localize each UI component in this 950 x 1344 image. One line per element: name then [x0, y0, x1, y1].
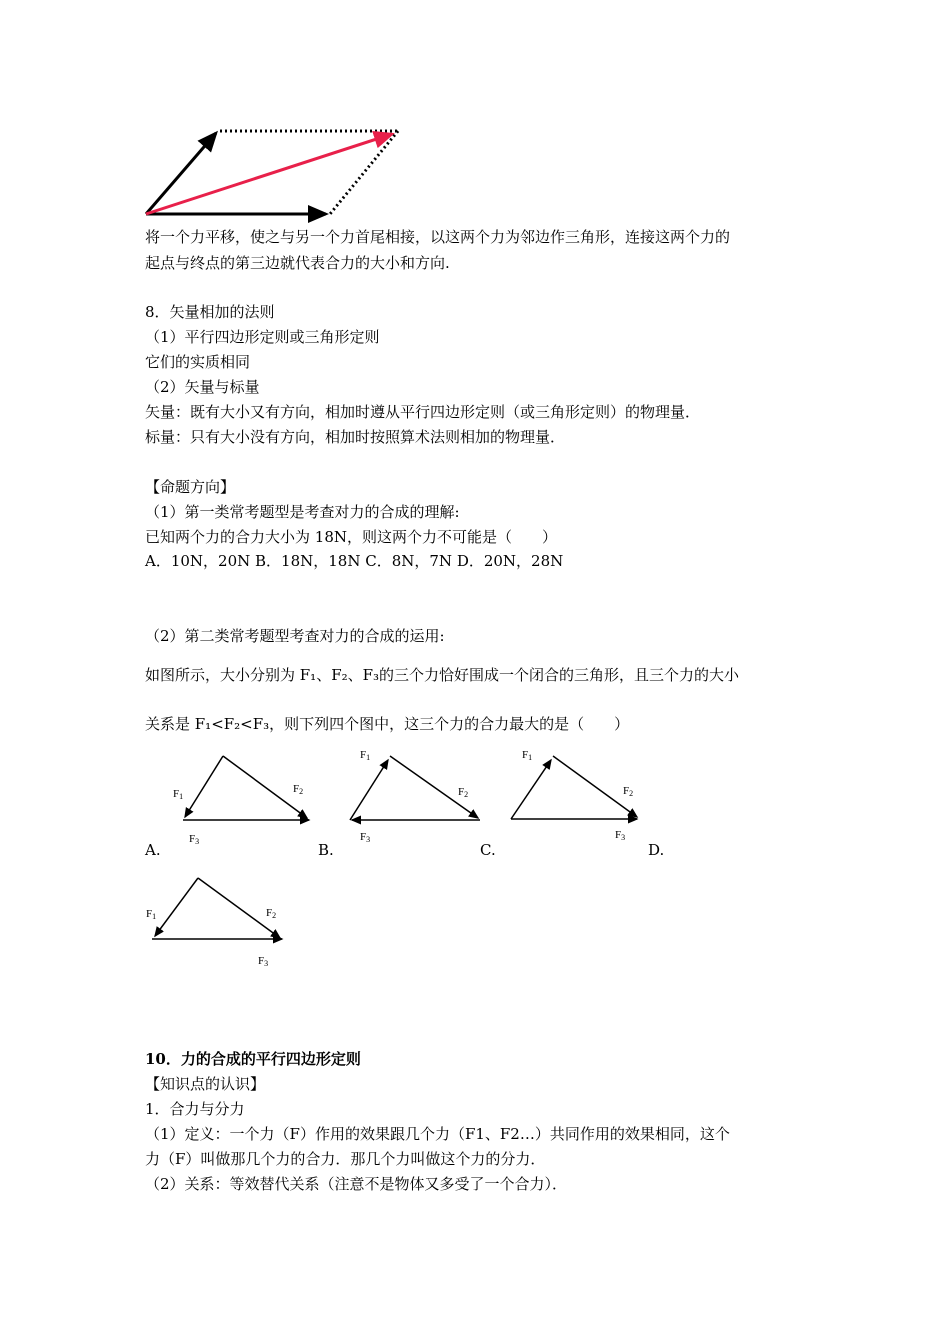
knowledge-heading: 【知识点的认识】 — [145, 1075, 266, 1093]
question-2-line-2: 关系是 F₁<F₂<F₃，则下列四个图中，这三个力的合力最大的是（ ） — [145, 715, 630, 733]
label-f1: F1 — [146, 908, 157, 921]
vector-definition: 矢量：既有大小又有方向，相加时遵从平行四边形定则（或三角形定则）的物理量． — [145, 403, 701, 421]
direction-heading: 【命题方向】 — [145, 478, 236, 496]
definition-line-1: （1）定义：一个力（F）作用的效果跟几个力（F1、F2…）共同作用的效果相同，这个 — [145, 1125, 730, 1143]
triangle-diagram-c — [505, 740, 665, 850]
question-1: 已知两个力的合力大小为 18N，则这两个力不可能是（ ） — [145, 528, 557, 546]
question-type-1: （1）第一类常考题型是考查对力的合成的理解: — [145, 503, 460, 521]
choice-a[interactable]: A. — [145, 841, 161, 859]
choice-b[interactable]: B. — [318, 841, 334, 859]
resultant-arrow — [146, 134, 392, 214]
label-f2: F2 — [623, 785, 634, 798]
section-8-item-1: （1）平行四边形定则或三角形定则 — [145, 328, 380, 346]
triangle-diagram-a — [165, 745, 325, 855]
label-f3: F3 — [360, 831, 371, 844]
choice-d[interactable]: D. — [648, 841, 665, 859]
section-8-title: 8．矢量相加的法则 — [145, 303, 275, 321]
caption-line-1: 将一个力平移，使之与另一个力首尾相接，以这两个力为邻边作三角形，连接这两个力的 — [145, 228, 731, 246]
label-f3: F3 — [615, 829, 626, 842]
label-f2: F2 — [458, 786, 469, 799]
parallelogram-diagram — [140, 120, 410, 225]
force-f1-line — [350, 760, 388, 820]
scalar-definition: 标量：只有大小没有方向，相加时按照算术法则相加的物理量． — [145, 428, 566, 446]
label-f2: F2 — [293, 783, 304, 796]
caption-line-2: 起点与终点的第三边就代表合力的大小和方向. — [145, 254, 450, 272]
label-f2: F2 — [266, 907, 277, 920]
force-f1-line — [155, 878, 198, 936]
section-10-sub-1: 1．合力与分力 — [145, 1100, 245, 1118]
relation-line: （2）关系：等效替代关系（注意不是物体又多受了一个合力）． — [145, 1175, 568, 1193]
label-f1: F1 — [522, 749, 533, 762]
force-f1-line — [185, 756, 223, 817]
label-f1: F1 — [173, 788, 184, 801]
question-1-options: A．10N，20N B．18N，18N C．8N，7N D．20N，28N — [145, 552, 564, 570]
force-f2-line — [390, 756, 478, 818]
triangle-diagram-d — [140, 870, 300, 975]
question-2-line-1: 如图所示，大小分别为 F₁、F₂、F₃的三个力恰好围成一个闭合的三角形，且三个力的大小 — [145, 666, 740, 684]
label-f3: F3 — [189, 833, 200, 846]
section-8-item-2: （2）矢量与标量 — [145, 378, 260, 396]
section-8-item-1-note: 它们的实质相同 — [145, 353, 251, 371]
triangle-diagram-b — [340, 740, 500, 850]
section-10-title: 10．力的合成的平行四边形定则 — [145, 1050, 361, 1068]
question-type-2: （2）第二类常考题型考查对力的合成的运用: — [145, 627, 445, 645]
label-f3: F3 — [258, 955, 269, 968]
label-f1: F1 — [360, 749, 371, 762]
force-f1-line — [511, 760, 551, 819]
choice-c[interactable]: C. — [480, 841, 496, 859]
definition-line-2: 力（F）叫做那几个力的合力．那几个力叫做这个力的分力． — [145, 1150, 546, 1168]
